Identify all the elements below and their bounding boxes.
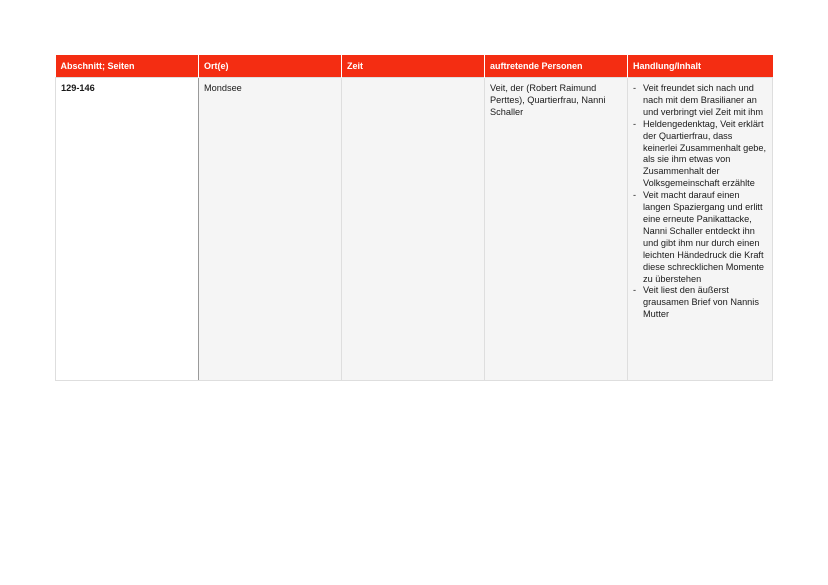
list-item [633, 190, 767, 285]
bullet-dash: - [633, 190, 637, 201]
event-text: Heldengedenktag, Veit erklärt der Quartierfrau, dass keinerlei Zusammenhalt gebe, als sie ihm etwas von Zusammenhalt der Volksgemeinschaft erzählte [643, 118, 767, 189]
summary-table [55, 55, 773, 381]
list-item [633, 285, 767, 321]
cell-time [342, 78, 485, 381]
event-text: Veit freundet sich nach und nach mit dem Brasilianer an und verbringt viel Zeit mit ihm [643, 83, 763, 117]
cell-section: 129-146 [56, 78, 199, 381]
header-row [56, 55, 773, 78]
header-place: Ort(e) [199, 55, 342, 78]
bullet-dash: - [633, 83, 637, 93]
bullet-dash: - [633, 285, 637, 296]
header-persons: auftretende Personen [485, 55, 628, 78]
bullet-dash: - [633, 118, 637, 129]
header-time: Zeit [342, 55, 485, 78]
cell-place: Mondsee [199, 78, 342, 381]
header-section: Abschnitt; Seiten [56, 55, 199, 78]
cell-events [628, 78, 773, 381]
events-list [633, 83, 767, 321]
event-text: Veit liest den äußerst grausamen Brief von Nannis Mutter [643, 285, 759, 320]
list-item [633, 119, 767, 190]
event-text: Veit macht darauf einen langen Spaziergang und erlitt eine erneute Panikattacke, Nanni Schaller entdeckt ihn und gibt ihm nur durch einen leichten Händedruck die Kraft diese schrecklichen Momente zu überstehen [643, 190, 765, 284]
cell-persons: Veit, der (Robert Raimund Perttes), Quartierfrau, Nanni Schaller [485, 78, 628, 381]
header-events: Handlung/Inhalt [628, 55, 773, 78]
list-item [633, 83, 767, 119]
table-row [56, 78, 773, 381]
